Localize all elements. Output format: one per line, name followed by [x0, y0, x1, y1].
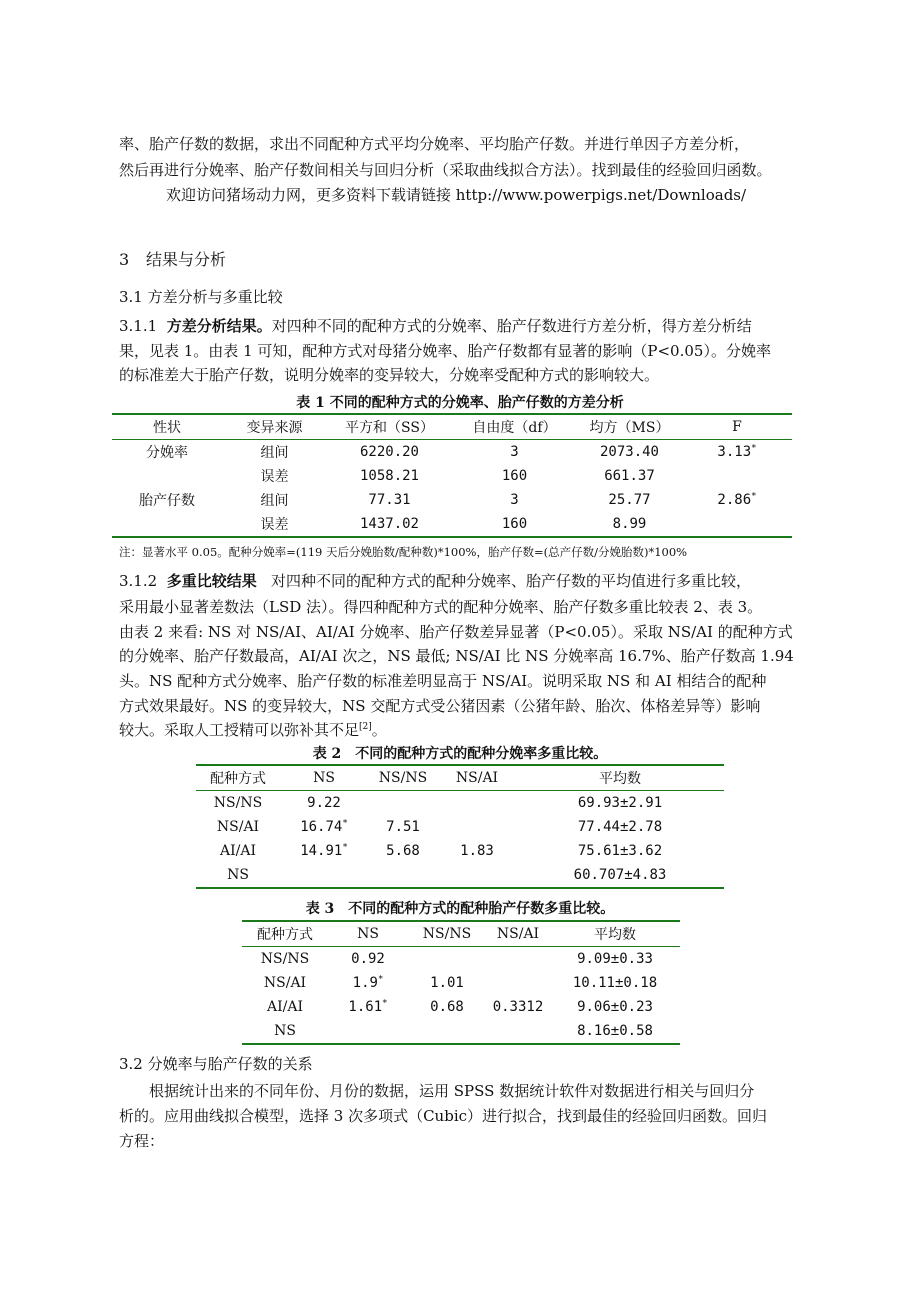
table-cell: NS/NS [213, 795, 263, 811]
para-3-2-line-1: 根据统计出来的不同年份、月份的数据，运用 SPSS 数据统计软件对数据进行相关与回归分 [149, 1082, 755, 1100]
table-cell [408, 1019, 486, 1044]
table-cell [438, 863, 516, 888]
table-row [242, 1019, 680, 1044]
table-cell: 160 [501, 468, 528, 484]
table-cell: 8.99 [612, 516, 647, 532]
table-cell: NS/AI [263, 975, 307, 991]
table-row [196, 839, 724, 863]
table-cell: NS/NS [260, 951, 310, 967]
table-cell: 75.61±3.62 [577, 843, 663, 859]
column-header: 变异来源 [246, 420, 303, 436]
table-cell: 8.16±0.58 [577, 1023, 653, 1039]
para-3-1-1-line-3: 的标准差大于胎产仔数，说明分娩率的变异较大，分娩率受配种方式的影响较大。 [119, 366, 660, 384]
para-3-1-2-line-2: 采用最小显著差数法（LSD 法）。得四种配种方式的配种分娩率、胎产仔数多重比较表 2、表 3。 [119, 598, 763, 616]
para-3-1-2-line-7 [119, 719, 805, 743]
table-cell: 胎产仔数 [139, 493, 195, 509]
column-header: 平均数 [599, 771, 641, 787]
subsection-title: 多重比较结果 [166, 572, 257, 590]
intro-line-2: 然后再进行分娩率、胎产仔数间相关与回归分析（采取曲线拟合方法）。找到最佳的经验回归函数。 [119, 161, 772, 179]
table-1 [112, 413, 792, 538]
section-3-heading [119, 247, 226, 270]
section-3-1-heading [119, 286, 283, 307]
column-header: 均方（MS） [589, 420, 670, 436]
table-cell: 2.86* [717, 491, 757, 508]
table-row [242, 995, 680, 1019]
table-cell [368, 863, 438, 888]
table-row [112, 512, 792, 537]
section-number: 3 [119, 250, 130, 269]
table-header-row [242, 921, 680, 947]
table-3-caption: 表 3 不同的配种方式的配种胎产仔数多重比较。 [305, 901, 615, 917]
table-header-row [112, 414, 792, 440]
table-cell: 3.13* [717, 443, 757, 460]
table-cell [280, 863, 368, 888]
table-cell: 661.37 [604, 468, 655, 484]
citation-ref[interactable]: [2] [359, 722, 372, 732]
table-cell: 9.09±0.33 [577, 951, 653, 967]
column-header: NS [313, 770, 335, 786]
table-cell [112, 464, 222, 488]
column-header: NS [357, 926, 379, 942]
table-cell: 7.51 [386, 819, 420, 835]
intro-line-1: 率、胎产仔数的数据，求出不同配种方式平均分娩率、平均胎产仔数。并进行单因子方差分析， [119, 135, 750, 153]
table-cell: 组间 [260, 493, 289, 509]
table-cell [682, 512, 792, 537]
table-cell: NS [227, 867, 249, 883]
column-header: NS/NS [378, 770, 428, 786]
para-3-1-1-line-1 [119, 315, 805, 339]
table-cell: 10.11±0.18 [572, 975, 658, 991]
section-title: 方差分析与多重比较 [147, 288, 283, 306]
table-cell [368, 791, 438, 816]
table-row [196, 791, 724, 816]
table-1-note: 注：显著水平 0.05。配种分娩率=(119 天后分娩胎数/配种数)*100%，胎产仔数=(总产仔数/分娩胎数)*100% [119, 545, 688, 559]
table-cell [486, 971, 550, 995]
table-cell: 14.91* [300, 842, 348, 859]
para-3-1-2-line-3: 由表 2 来看: NS 对 NS/AI、AI/AI 分娩率、胎产仔数差异显著（P<0.05）。采取 NS/AI 的配种方式 [119, 623, 793, 641]
column-header: NS/AI [496, 926, 540, 942]
table-cell: 77.44±2.78 [577, 819, 663, 835]
table-cell: 1.61* [348, 998, 388, 1015]
table-cell: 分娩率 [146, 445, 188, 461]
para-3-1-2-line-6: 方式效果最好。NS 的变异较大，NS 交配方式受公猪因素（公猪年龄、胎次、体格差异等）影响 [119, 697, 761, 715]
table-cell: NS [274, 1023, 296, 1039]
column-header: NS/AI [455, 770, 499, 786]
table-cell: 0.92 [351, 951, 385, 967]
table-cell [682, 464, 792, 488]
column-header: 平方和（SS） [345, 420, 434, 436]
section-3-2-heading: 3.2 分娩率与胎产仔数的关系 [119, 1055, 313, 1073]
table-cell [486, 1019, 550, 1044]
table-row [112, 440, 792, 465]
table-row [196, 815, 724, 839]
table-cell: 160 [501, 516, 528, 532]
para-text: 对四种不同的配种方式的配种分娩率、胎产仔数的平均值进行多重比较， [271, 572, 752, 590]
table-cell: 9.22 [307, 795, 341, 811]
table-cell: 1.01 [430, 975, 464, 991]
table-row [242, 971, 680, 995]
subsection-number: 3.1.1 [119, 317, 158, 335]
table-cell: 6220.20 [359, 444, 419, 460]
table-cell: 误差 [260, 469, 289, 485]
subsection-number: 3.1.2 [119, 572, 158, 590]
table-cell: 1.83 [460, 843, 494, 859]
table-cell: 误差 [260, 517, 289, 533]
table-2 [196, 764, 724, 889]
para-text: 较大。采取人工授精可以弥补其不足 [119, 721, 360, 739]
table-cell: 25.77 [608, 492, 651, 508]
table-cell: 9.06±0.23 [577, 999, 653, 1015]
table-cell: 60.707±4.83 [573, 867, 667, 883]
table-3 [242, 920, 680, 1045]
section-title: 结果与分析 [146, 250, 227, 269]
table-row [112, 488, 792, 512]
para-3-1-2-line-5: 头。NS 配种方式分娩率、胎产仔数的标准差明显高于 NS/AI。说明采取 NS 和 AI 相结合的配种 [119, 672, 767, 690]
table-cell: 1.9* [352, 974, 384, 991]
table-cell: 0.68 [430, 999, 464, 1015]
subsection-title: 方差分析结果。 [166, 317, 272, 335]
table-cell: 1437.02 [359, 516, 419, 532]
para-3-1-1-line-2: 果，见表 1。由表 1 可知，配种方式对母猪分娩率、胎产仔数都有显著的影响（P<0.05）。分娩率 [119, 342, 771, 360]
table-cell [438, 791, 516, 816]
table-cell: NS/AI [216, 819, 260, 835]
table-2-caption: 表 2 不同的配种方式的配种分娩率多重比较。 [312, 746, 608, 762]
para-text: 对四种不同的配种方式的分娩率、胎产仔数进行方差分析，得方差分析结 [271, 317, 752, 335]
column-header: 配种方式 [257, 927, 313, 943]
table-cell: 0.3312 [492, 999, 544, 1015]
table-row [196, 863, 724, 888]
intro-download-link[interactable]: 欢迎访问猪场动力网，更多资料下载请链接 http://www.powerpigs.net/Downloads/ [166, 186, 747, 204]
table-cell [112, 512, 222, 537]
table-cell: 组间 [260, 445, 289, 461]
column-header: NS/NS [422, 926, 472, 942]
table-cell: 69.93±2.91 [577, 795, 663, 811]
column-header: 自由度（df） [472, 420, 557, 436]
table-cell: AI/AI [220, 843, 256, 859]
table-cell [486, 947, 550, 972]
table-cell [408, 947, 486, 972]
para-3-2-line-3: 方程： [119, 1132, 165, 1150]
para-3-1-2-line-1 [119, 570, 805, 594]
table-header-row [196, 765, 724, 791]
table-cell: 16.74* [300, 818, 348, 835]
table-cell: 2073.40 [599, 444, 659, 460]
table-cell [328, 1019, 408, 1044]
para-3-2-line-2: 析的。应用曲线拟合模型，选择 3 次多项式（Cubic）进行拟合，找到最佳的经验回归函数。回归 [119, 1107, 768, 1125]
column-header: 配种方式 [210, 771, 266, 787]
column-header: F [732, 419, 742, 435]
para-text: 。 [371, 721, 387, 739]
table-cell: 1058.21 [359, 468, 419, 484]
column-header: 平均数 [594, 927, 636, 943]
table-cell: 77.31 [368, 492, 411, 508]
column-header: 性状 [153, 420, 181, 436]
section-number: 3.1 [119, 288, 143, 306]
table-cell [438, 815, 516, 839]
table-cell: 3 [510, 444, 519, 460]
para-3-1-2-line-4: 的分娩率、胎产仔数最高，AI/AI 次之，NS 最低; NS/AI 比 NS 分娩率高 16.7%、胎产仔数高 1.94 [119, 647, 794, 665]
table-cell: AI/AI [267, 999, 303, 1015]
table-row [242, 947, 680, 972]
table-row [112, 464, 792, 488]
table-cell: 3 [510, 492, 519, 508]
table-1-caption: 表 1 不同的配种方式的分娩率、胎产仔数的方差分析 [296, 395, 624, 411]
table-cell: 5.68 [386, 843, 420, 859]
